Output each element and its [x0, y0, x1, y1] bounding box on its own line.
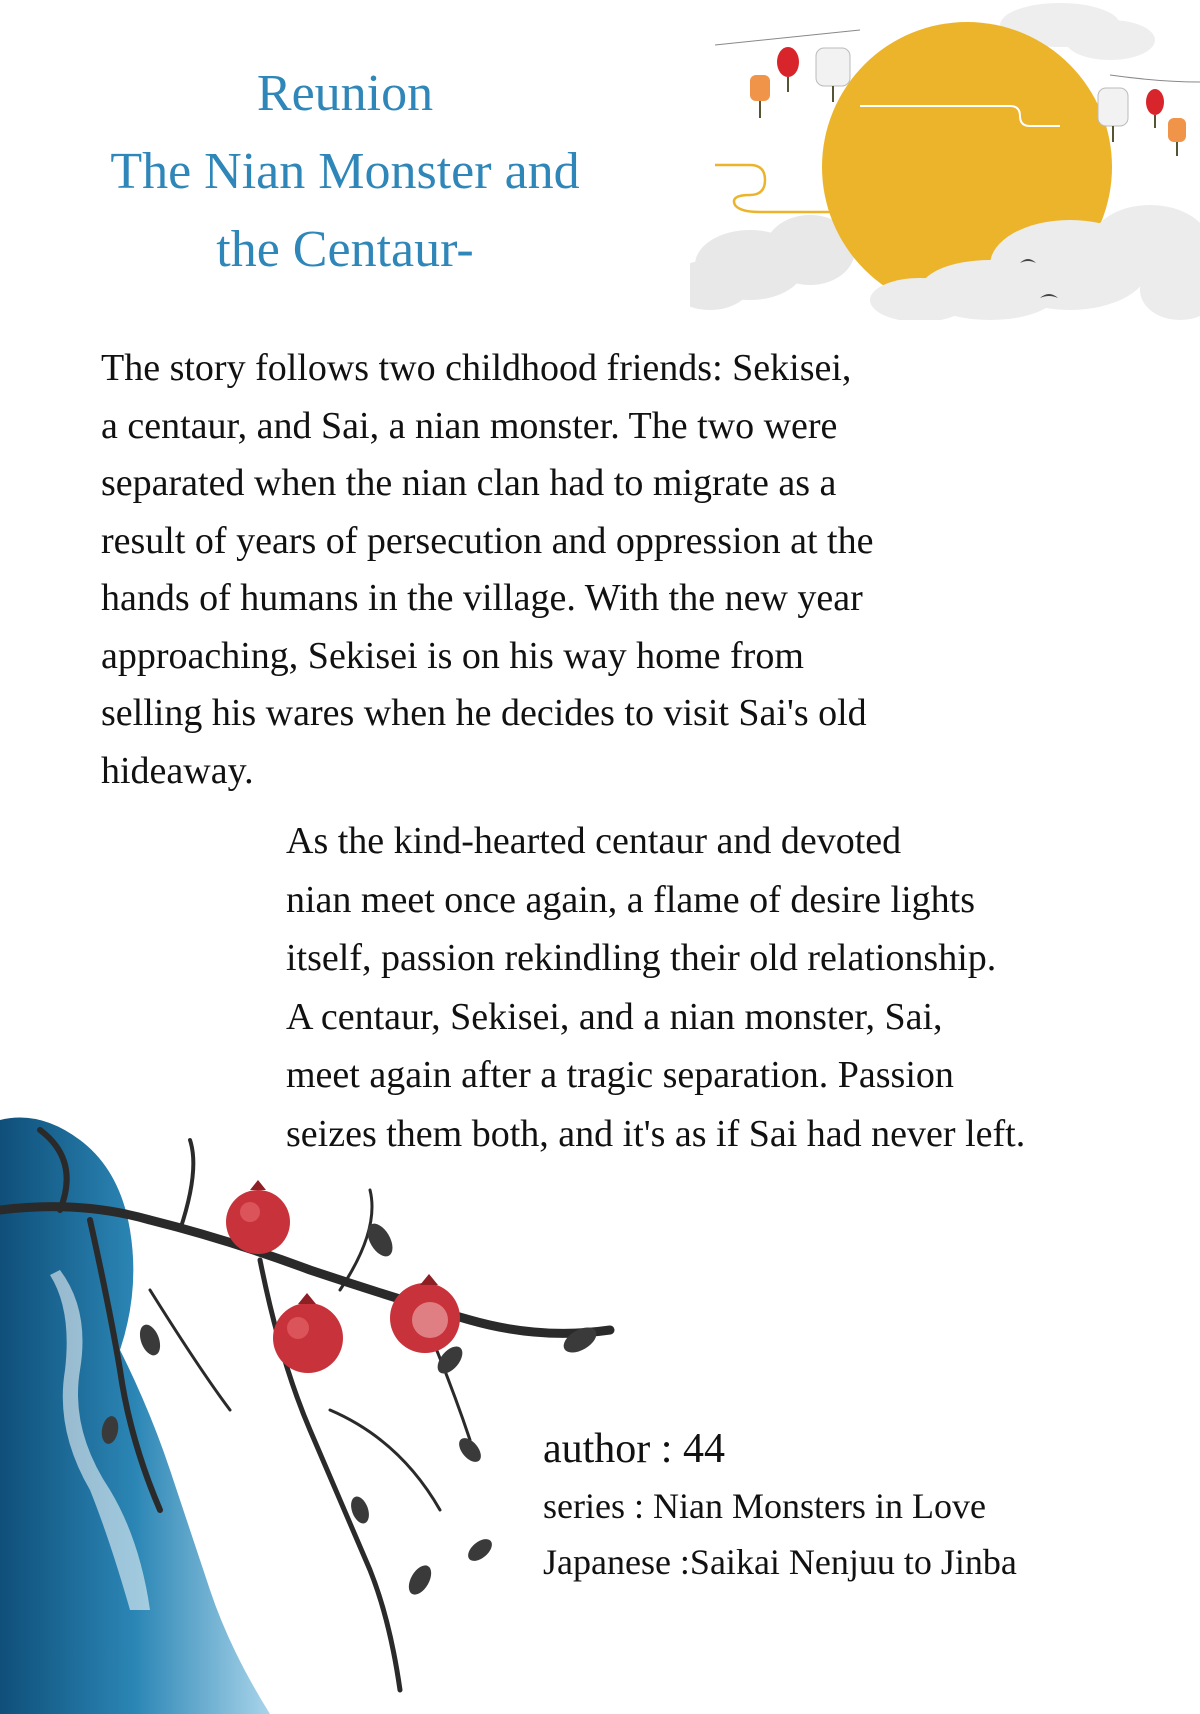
credits-block	[543, 1420, 1017, 1590]
synopsis-line: As the kind-hearted centaur and devoted	[286, 820, 902, 862]
branch-scene	[0, 1110, 700, 1714]
synopsis-paragraph-1	[101, 340, 1021, 800]
title-line: the Centaur-	[216, 221, 474, 278]
synopsis-line: approaching, Sekisei is on his way home from	[101, 634, 804, 677]
japanese-title-line: Japanese :Saikai Nenjuu to Jinba	[543, 1542, 1017, 1582]
title-line: Reunion	[256, 65, 434, 122]
synopsis-line: hideaway.	[101, 749, 254, 792]
series-line: series : Nian Monsters in Love	[543, 1486, 986, 1526]
lantern-icon	[750, 75, 770, 118]
synopsis-line: nian meet once again, a flame of desire lights	[286, 878, 976, 921]
lantern-icon	[1146, 89, 1164, 128]
pomegranate-icon	[226, 1180, 290, 1254]
title-line: The Nian Monster and	[110, 143, 580, 200]
cloud-icon	[690, 215, 855, 310]
synopsis-line: itself, passion rekindling their old relationship.	[286, 937, 997, 979]
book-title	[60, 55, 630, 289]
synopsis-line: meet again after a tragic separation. Passion	[286, 1054, 954, 1096]
synopsis-line: hands of humans in the village. With the new year	[101, 577, 863, 619]
synopsis-line: a centaur, and Sai, a nian monster. The two were	[101, 404, 838, 447]
synopsis-line: selling his wares when he decides to visit Sai's old	[101, 692, 867, 734]
pomegranate-icon	[273, 1293, 343, 1373]
synopsis-line: seizes them both, and it's as if Sai had never left.	[286, 1112, 1026, 1155]
moon-scene	[690, 0, 1200, 320]
synopsis-line: separated when the nian clan had to migrate as a	[101, 462, 837, 504]
synopsis-line: A centaur, Sekisei, and a nian monster, Sai,	[286, 995, 943, 1038]
synopsis-line: The story follows two childhood friends: Sekisei,	[101, 347, 852, 389]
synopsis-line: result of years of persecution and oppression at the	[101, 519, 874, 562]
lantern-icon	[777, 47, 799, 92]
swirl-decoration	[715, 165, 840, 212]
lantern-icon	[1168, 118, 1186, 156]
author-line: author : 44	[543, 1426, 725, 1472]
pomegranate-icon	[390, 1274, 460, 1353]
